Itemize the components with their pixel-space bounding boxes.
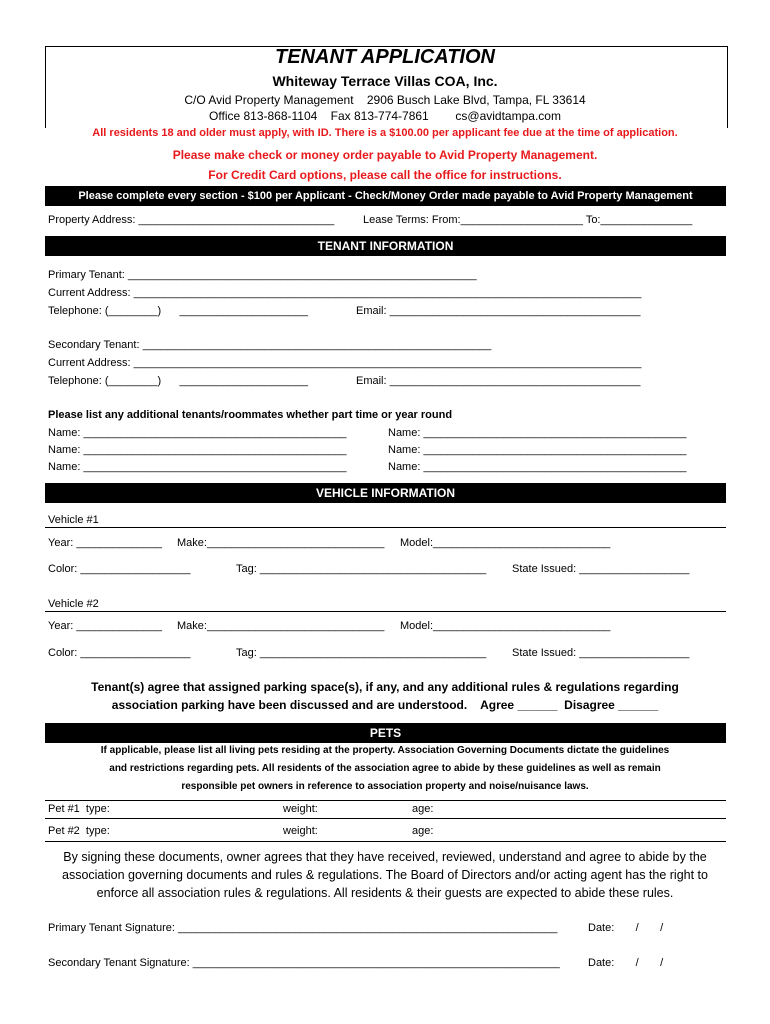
- secondary-address-field[interactable]: Current Address: ___________________________________________________________________________________: [48, 357, 642, 369]
- secondary-phone-field[interactable]: Telephone: (________) _____________________: [48, 375, 308, 387]
- primary-date-field[interactable]: Date: / /: [588, 922, 664, 934]
- vehicle-1-label: Vehicle #1: [48, 514, 99, 526]
- additional-name-field[interactable]: Name: ___________________________________________: [388, 444, 687, 456]
- primary-email-field[interactable]: Email: _________________________________________: [356, 305, 641, 317]
- pets-divider: [45, 800, 726, 801]
- additional-name-field[interactable]: Name: ___________________________________________: [48, 427, 347, 439]
- additional-tenants-heading: Please list any additional tenants/roommates whether part time or year round: [48, 409, 453, 421]
- instructions-bar: Please complete every section - $100 per Applicant - Check/Money Order made payable to Avid Property Management: [45, 186, 726, 206]
- property-address-field[interactable]: Property Address: ________________________________: [48, 214, 335, 226]
- vehicle-year-field[interactable]: Year: ______________: [48, 537, 162, 549]
- primary-address-field[interactable]: Current Address: ___________________________________________________________________________________: [48, 287, 642, 299]
- vehicle-1-divider: [45, 527, 726, 528]
- primary-tenant-field[interactable]: Primary Tenant: _________________________________________________________: [48, 269, 477, 281]
- closing-text: By signing these documents, owner agrees that they have received, reviewed, understand and agree to abide by the: [63, 850, 707, 864]
- pet-age-field[interactable]: age:: [412, 825, 434, 837]
- company-contact: Office 813-868-1104 Fax 813-774-7861 cs@avidtampa.com: [209, 109, 561, 123]
- vehicle-2-label: Vehicle #2: [48, 598, 99, 610]
- tenant-info-heading: TENANT INFORMATION: [45, 236, 726, 256]
- pets-heading: PETS: [45, 723, 726, 743]
- additional-name-field[interactable]: Name: ___________________________________________: [48, 461, 347, 473]
- pet-weight-field[interactable]: weight:: [283, 825, 318, 837]
- pets-divider: [45, 841, 726, 842]
- primary-signature-field[interactable]: Primary Tenant Signature: ______________________________________________________________: [48, 922, 558, 934]
- vehicle-tag-field[interactable]: Tag: _____________________________________: [236, 563, 487, 575]
- additional-name-field[interactable]: Name: ___________________________________________: [388, 461, 687, 473]
- vehicle-info-heading: VEHICLE INFORMATION: [45, 483, 726, 503]
- vehicle-make-field[interactable]: Make:_____________________________: [177, 537, 385, 549]
- vehicle-color-field[interactable]: Color: __________________: [48, 647, 191, 659]
- parking-agreement-text: Tenant(s) agree that assigned parking space(s), if any, and any additional rules & regulations regarding: [91, 680, 679, 694]
- parking-agreement-choice[interactable]: association parking have been discussed and are understood. Agree ______ Disagree ______: [111, 698, 659, 712]
- lease-terms-field[interactable]: Lease Terms: From:____________________ To:_______________: [363, 214, 693, 226]
- vehicle-state-field[interactable]: State Issued: __________________: [512, 647, 690, 659]
- pets-text: and restrictions regarding pets. All residents of the association agree to abide by these guidelines as well as remain: [109, 763, 661, 774]
- additional-name-field[interactable]: Name: ___________________________________________: [48, 444, 347, 456]
- vehicle-tag-field[interactable]: Tag: _____________________________________: [236, 647, 487, 659]
- additional-name-field[interactable]: Name: ___________________________________________: [388, 427, 687, 439]
- closing-text: association governing documents and rules & regulations. The Board of Directors and/or acting agent has the right to: [62, 868, 708, 882]
- pet-type-field[interactable]: Pet #1 type:: [48, 803, 110, 815]
- pet-age-field[interactable]: age:: [412, 803, 434, 815]
- vehicle-model-field[interactable]: Model:_____________________________: [400, 620, 611, 632]
- vehicle-2-divider: [45, 611, 726, 612]
- secondary-email-field[interactable]: Email: _________________________________________: [356, 375, 641, 387]
- secondary-signature-field[interactable]: Secondary Tenant Signature: ____________________________________________________________: [48, 957, 560, 969]
- pet-type-field[interactable]: Pet #2 type:: [48, 825, 110, 837]
- vehicle-color-field[interactable]: Color: __________________: [48, 563, 191, 575]
- vehicle-model-field[interactable]: Model:_____________________________: [400, 537, 611, 549]
- vehicle-make-field[interactable]: Make:_____________________________: [177, 620, 385, 632]
- pets-text: responsible pet owners in reference to association property and noise/nuisance laws.: [181, 781, 589, 792]
- closing-text: enforce all association rules & regulations. All residents & their guests are expected to abide these rules.: [96, 886, 674, 900]
- secondary-date-field[interactable]: Date: / /: [588, 957, 664, 969]
- pets-divider: [45, 818, 726, 819]
- company-address: C/O Avid Property Management 2906 Busch Lake Blvd, Tampa, FL 33614: [184, 93, 586, 107]
- notice-credit-card: For Credit Card options, please call the office for instructions.: [208, 168, 562, 182]
- notice-payable: Please make check or money order payable to Avid Property Management.: [172, 148, 598, 162]
- pets-text: If applicable, please list all living pets residing at the property. Association Governing Documents dictate the guidelines: [100, 745, 670, 756]
- notice-residents: All residents 18 and older must apply, with ID. There is a $100.00 per applicant fee due at the time of application.: [92, 127, 678, 139]
- vehicle-state-field[interactable]: State Issued: __________________: [512, 563, 690, 575]
- primary-phone-field[interactable]: Telephone: (________) _____________________: [48, 305, 308, 317]
- page-title: TENANT APPLICATION: [275, 46, 495, 68]
- secondary-tenant-field[interactable]: Secondary Tenant: _________________________________________________________: [48, 339, 492, 351]
- company-name: Whiteway Terrace Villas COA, Inc.: [272, 73, 498, 89]
- pet-weight-field[interactable]: weight:: [283, 803, 318, 815]
- vehicle-year-field[interactable]: Year: ______________: [48, 620, 162, 632]
